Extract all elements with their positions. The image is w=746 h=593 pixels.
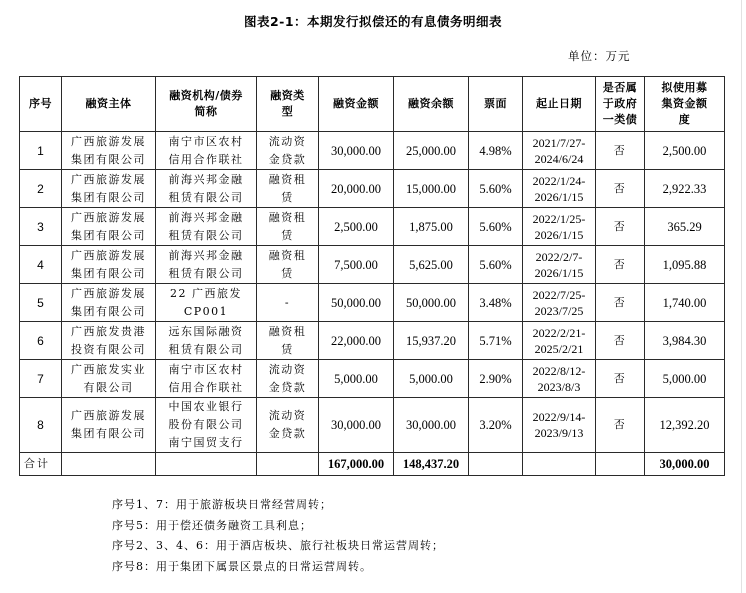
table-row bbox=[20, 398, 725, 453]
cell-text: 金贷款 bbox=[268, 427, 307, 440]
cell-text: 集团有限公司 bbox=[71, 304, 146, 318]
cell-entity bbox=[62, 322, 156, 360]
header-text: 融资余额 bbox=[408, 97, 454, 110]
cell-rate: 2.90% bbox=[469, 360, 523, 398]
cell-text: 前海兴邦金融 bbox=[168, 172, 244, 186]
cell-entity bbox=[62, 246, 156, 284]
cell-text: 南宁市区农村 bbox=[168, 362, 244, 376]
cell-entity bbox=[62, 132, 156, 170]
cell-balance: 25,000.00 bbox=[394, 132, 469, 170]
cell-text: 前海兴邦金融 bbox=[168, 210, 244, 224]
cell-text: 股份有限公司 bbox=[168, 418, 244, 431]
cell-text: 融资租 bbox=[268, 324, 307, 338]
header-row bbox=[20, 77, 725, 132]
cell-text: 租赁有限公司 bbox=[168, 266, 244, 280]
cell-institution bbox=[156, 322, 257, 360]
cell-text: 金贷款 bbox=[268, 380, 307, 394]
cell-entity bbox=[62, 360, 156, 398]
cell-type bbox=[257, 360, 319, 398]
cell-amount: 50,000.00 bbox=[319, 284, 394, 322]
cell-use: 12,392.20 bbox=[645, 398, 725, 453]
cell-rate: 4.98% bbox=[469, 132, 523, 170]
header-text: 票面 bbox=[484, 97, 507, 110]
cell-entity bbox=[62, 170, 156, 208]
cell-text: 2022/8/12- bbox=[532, 363, 586, 378]
cell-balance: 5,000.00 bbox=[394, 360, 469, 398]
cell-balance: 5,625.00 bbox=[394, 246, 469, 284]
cell-rate: 5.60% bbox=[469, 208, 523, 246]
cell-no: 5 bbox=[20, 284, 62, 322]
cell-gov: 否 bbox=[596, 398, 645, 453]
header-text: 融资类 bbox=[270, 89, 305, 102]
cell-text: 南宁市区农村 bbox=[168, 134, 244, 148]
cell-balance: 30,000.00 bbox=[394, 398, 469, 453]
cell-type bbox=[257, 170, 319, 208]
header-col-entity bbox=[62, 77, 156, 132]
header-text: 一类债 bbox=[602, 113, 638, 126]
cell-dates bbox=[523, 284, 596, 322]
cell-text: 广西旅游发展 bbox=[71, 409, 146, 422]
cell-text: 金贷款 bbox=[268, 152, 307, 166]
cell-amount: 30,000.00 bbox=[319, 132, 394, 170]
cell-text: 广西旅发实业 bbox=[71, 362, 146, 376]
note-line: 序号2、3、4、6：用于酒店板块、旅行社板块日常运营周转； bbox=[112, 539, 444, 552]
header-text: 是否属 bbox=[602, 81, 638, 94]
cell-type bbox=[257, 208, 319, 246]
cell-gov: 否 bbox=[596, 170, 645, 208]
cell-dates bbox=[523, 132, 596, 170]
cell-dates bbox=[523, 208, 596, 246]
table-row bbox=[20, 132, 725, 170]
header-text: 集资金额 bbox=[661, 97, 708, 110]
table-title: 图表2-1：本期发行拟偿还的有息债务明细表 bbox=[243, 14, 503, 29]
total-balance: 148,437.20 bbox=[394, 453, 469, 476]
note-line: 序号8：用于集团下属景区景点的日常运营周转。 bbox=[112, 559, 372, 573]
header-col-planned-use bbox=[645, 77, 725, 132]
header-col-type bbox=[257, 77, 319, 132]
header-col-rate bbox=[469, 77, 523, 132]
cell-text: 集团有限公司 bbox=[71, 190, 146, 204]
cell-rate: 5.60% bbox=[469, 170, 523, 208]
cell-dates bbox=[523, 322, 596, 360]
cell-text: 广西旅游发展 bbox=[71, 210, 146, 224]
cell-text: 租赁有限公司 bbox=[168, 228, 244, 242]
page-edge-divider bbox=[741, 0, 742, 593]
cell-amount: 30,000.00 bbox=[319, 398, 394, 453]
unit-label: 单位：万元 bbox=[568, 49, 631, 63]
total-label: 合计 bbox=[20, 453, 62, 476]
cell-institution bbox=[156, 360, 257, 398]
header-text: 融资机构/债券 bbox=[169, 89, 243, 102]
cell-type bbox=[257, 246, 319, 284]
cell-type bbox=[257, 322, 319, 360]
total-empty bbox=[596, 453, 645, 476]
cell-type bbox=[257, 132, 319, 170]
cell-balance: 50,000.00 bbox=[394, 284, 469, 322]
cell-entity bbox=[62, 208, 156, 246]
cell-text: 赁 bbox=[281, 342, 294, 356]
cell-text: 信用合作联社 bbox=[168, 380, 244, 394]
cell-text: 融资租 bbox=[268, 172, 307, 186]
cell-use: 1,740.00 bbox=[645, 284, 725, 322]
cell-amount: 22,000.00 bbox=[319, 322, 394, 360]
cell-amount: 5,000.00 bbox=[319, 360, 394, 398]
total-empty bbox=[523, 453, 596, 476]
cell-text: 2026/1/15 bbox=[534, 265, 584, 280]
total-empty bbox=[156, 453, 257, 476]
header-text: 度 bbox=[678, 113, 691, 126]
cell-no: 3 bbox=[20, 208, 62, 246]
note-line: 序号1、7：用于旅游板块日常经营周转； bbox=[112, 498, 332, 511]
total-amount: 167,000.00 bbox=[319, 453, 394, 476]
header-text: 于政府 bbox=[602, 97, 638, 110]
cell-balance: 1,875.00 bbox=[394, 208, 469, 246]
header-col-amount bbox=[319, 77, 394, 132]
total-row bbox=[20, 453, 725, 476]
cell-institution bbox=[156, 246, 257, 284]
cell-no: 7 bbox=[20, 360, 62, 398]
header-col-institution bbox=[156, 77, 257, 132]
cell-text: 前海兴邦金融 bbox=[168, 248, 244, 262]
cell-text: 南宁国贸支行 bbox=[168, 436, 244, 449]
cell-text: 2024/6/24 bbox=[534, 151, 584, 166]
cell-text: 集团有限公司 bbox=[71, 427, 146, 440]
cell-text: - bbox=[284, 295, 291, 309]
cell-text: 集团有限公司 bbox=[71, 266, 146, 280]
header-text: 型 bbox=[281, 105, 294, 118]
total-empty bbox=[257, 453, 319, 476]
cell-dates bbox=[523, 246, 596, 284]
cell-text: 广西旅发贵港 bbox=[71, 324, 146, 338]
table-body bbox=[20, 132, 725, 476]
cell-institution bbox=[156, 170, 257, 208]
note-line: 序号5：用于偿还债务融资工具利息； bbox=[112, 518, 312, 532]
cell-text: 2022/1/25- bbox=[532, 211, 586, 226]
cell-text: 集团有限公司 bbox=[71, 152, 146, 166]
cell-entity bbox=[62, 284, 156, 322]
cell-dates bbox=[523, 398, 596, 453]
cell-text: 流动资 bbox=[268, 362, 307, 376]
cell-text: 2022/7/25- bbox=[532, 287, 586, 302]
cell-gov: 否 bbox=[596, 208, 645, 246]
cell-no: 4 bbox=[20, 246, 62, 284]
cell-text: 赁 bbox=[281, 266, 294, 280]
cell-text: 2022/2/21- bbox=[532, 325, 586, 340]
cell-text: 信用合作联社 bbox=[168, 152, 244, 166]
cell-text: 2022/2/7- bbox=[535, 249, 583, 264]
cell-text: 流动资 bbox=[268, 134, 307, 148]
total-empty bbox=[469, 453, 523, 476]
cell-amount: 2,500.00 bbox=[319, 208, 394, 246]
cell-text: 2025/2/21 bbox=[534, 341, 584, 356]
cell-text: 广西旅游发展 bbox=[71, 286, 146, 300]
header-text: 简称 bbox=[194, 105, 218, 118]
cell-amount: 7,500.00 bbox=[319, 246, 394, 284]
cell-dates bbox=[523, 170, 596, 208]
cell-text: 2023/8/3 bbox=[537, 379, 581, 394]
cell-entity bbox=[62, 398, 156, 453]
total-empty bbox=[62, 453, 156, 476]
cell-no: 8 bbox=[20, 398, 62, 453]
header-text: 融资金额 bbox=[333, 97, 379, 110]
header-col-no bbox=[20, 77, 62, 132]
cell-rate: 3.48% bbox=[469, 284, 523, 322]
header-text: 融资主体 bbox=[85, 97, 132, 110]
cell-text: 广西旅游发展 bbox=[71, 172, 146, 186]
cell-text: 投资有限公司 bbox=[71, 342, 146, 356]
cell-gov: 否 bbox=[596, 132, 645, 170]
cell-text: 2026/1/15 bbox=[534, 227, 584, 242]
table-row bbox=[20, 208, 725, 246]
cell-text: 2026/1/15 bbox=[534, 189, 584, 204]
table-row bbox=[20, 284, 725, 322]
cell-gov: 否 bbox=[596, 246, 645, 284]
cell-use: 2,922.33 bbox=[645, 170, 725, 208]
cell-rate: 3.20% bbox=[469, 398, 523, 453]
cell-amount: 20,000.00 bbox=[319, 170, 394, 208]
table-row bbox=[20, 360, 725, 398]
cell-text: 租赁有限公司 bbox=[168, 342, 244, 356]
cell-use: 365.29 bbox=[645, 208, 725, 246]
header-text: 拟使用募 bbox=[661, 81, 708, 94]
cell-text: 广西旅游发展 bbox=[71, 248, 146, 262]
cell-gov: 否 bbox=[596, 284, 645, 322]
cell-text: 租赁有限公司 bbox=[168, 190, 244, 204]
header-text: 起止日期 bbox=[536, 97, 582, 110]
cell-type bbox=[257, 398, 319, 453]
cell-use: 2,500.00 bbox=[645, 132, 725, 170]
cell-text: 集团有限公司 bbox=[71, 228, 146, 242]
table-row bbox=[20, 246, 725, 284]
cell-type bbox=[257, 284, 319, 322]
cell-text: 2023/9/13 bbox=[534, 426, 584, 440]
cell-text: 融资租 bbox=[268, 210, 307, 224]
cell-text: 有限公司 bbox=[83, 380, 134, 394]
usage-notes bbox=[112, 495, 444, 577]
cell-text: 远东国际融资 bbox=[168, 324, 244, 338]
cell-text: 2022/1/24- bbox=[532, 173, 586, 188]
header-col-gov-debt bbox=[596, 77, 645, 132]
cell-institution bbox=[156, 208, 257, 246]
table-row bbox=[20, 170, 725, 208]
cell-text: 广西旅游发展 bbox=[71, 134, 146, 148]
cell-use: 5,000.00 bbox=[645, 360, 725, 398]
cell-gov: 否 bbox=[596, 360, 645, 398]
header-text: 序号 bbox=[29, 97, 52, 110]
cell-balance: 15,000.00 bbox=[394, 170, 469, 208]
cell-gov: 否 bbox=[596, 322, 645, 360]
cell-text: 22 广西旅发 bbox=[170, 286, 242, 300]
cell-text: 中国农业银行 bbox=[168, 400, 244, 413]
table-row bbox=[20, 322, 725, 360]
cell-rate: 5.60% bbox=[469, 246, 523, 284]
cell-institution bbox=[156, 284, 257, 322]
cell-institution bbox=[156, 132, 257, 170]
cell-text: CP001 bbox=[183, 304, 229, 318]
cell-text: 融资租 bbox=[268, 248, 307, 262]
cell-text: 2022/9/14- bbox=[532, 410, 586, 424]
cell-use: 1,095.88 bbox=[645, 246, 725, 284]
header-col-balance bbox=[394, 77, 469, 132]
cell-text: 流动资 bbox=[268, 409, 307, 422]
cell-text: 赁 bbox=[281, 228, 294, 242]
cell-no: 2 bbox=[20, 170, 62, 208]
cell-text: 2023/7/25 bbox=[534, 303, 584, 318]
cell-no: 1 bbox=[20, 132, 62, 170]
cell-rate: 5.71% bbox=[469, 322, 523, 360]
header-col-dates bbox=[523, 77, 596, 132]
cell-balance: 15,937.20 bbox=[394, 322, 469, 360]
cell-dates bbox=[523, 360, 596, 398]
cell-use: 3,984.30 bbox=[645, 322, 725, 360]
cell-no: 6 bbox=[20, 322, 62, 360]
debt-detail-table bbox=[19, 76, 725, 476]
cell-text: 2021/7/27- bbox=[532, 135, 586, 150]
cell-text: 赁 bbox=[281, 190, 294, 204]
cell-institution bbox=[156, 398, 257, 453]
total-planned-use: 30,000.00 bbox=[645, 453, 725, 476]
